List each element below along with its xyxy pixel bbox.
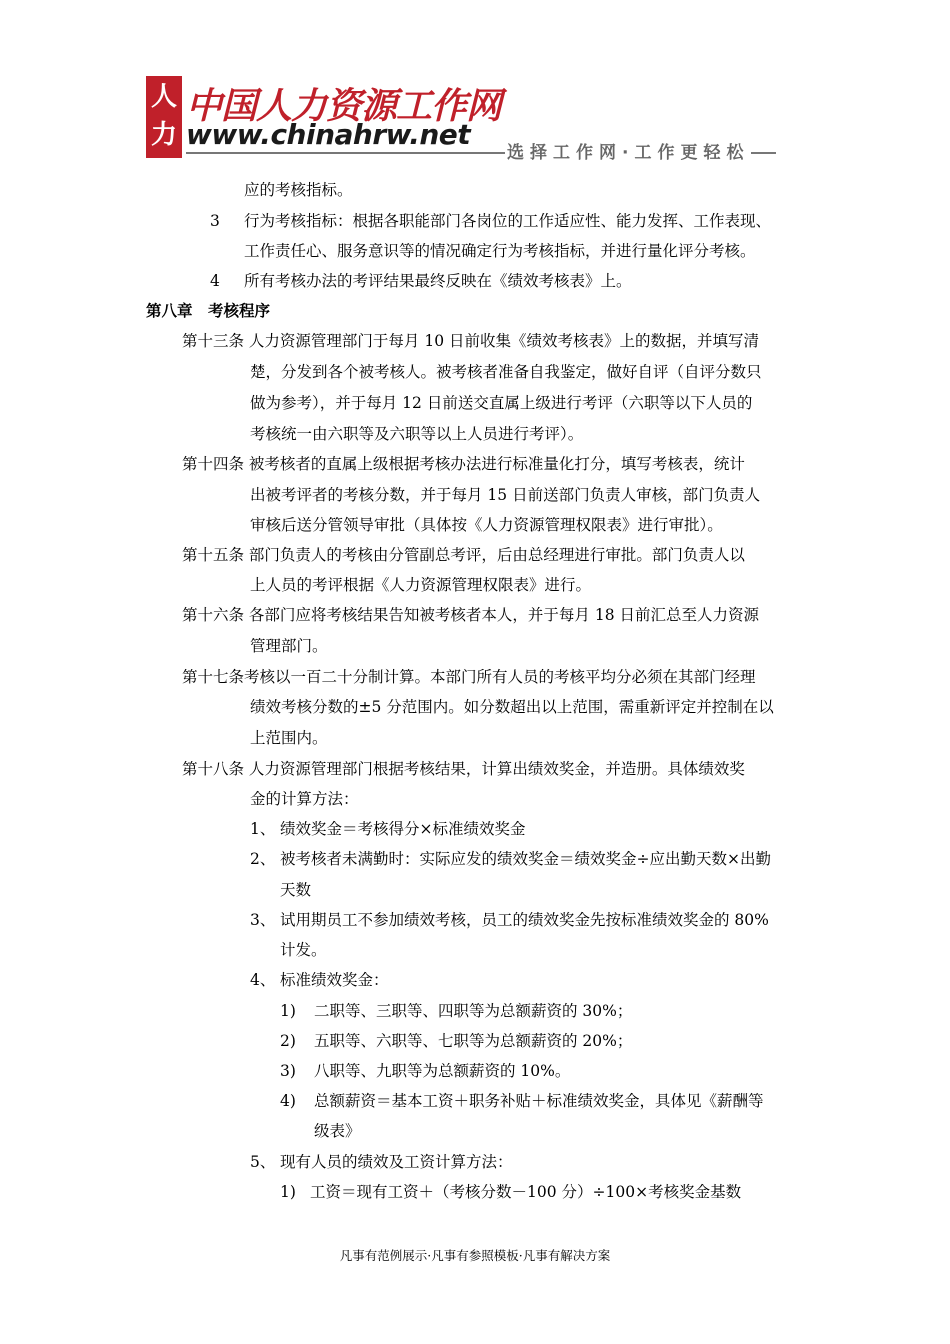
- site-name: 中国人力资源工作网: [186, 86, 502, 127]
- list-number: 2、: [250, 850, 276, 868]
- text-line: 做为参考），并于每月 12 日前送交直属上级进行考评（六职等以下人员的: [250, 394, 753, 412]
- text-line: 管理部门。: [250, 637, 328, 655]
- article-line: 第十三条 人力资源管理部门于每月 10 日前收集《绩效考核表》上的数据，并填写清: [182, 332, 760, 350]
- text-line: 出被考评者的考核分数，并于每月 15 日前送部门负责人审核，部门负责人: [250, 486, 761, 504]
- logo-glyph-bottom: 力: [150, 120, 177, 150]
- text-line: 被考核者未满勤时：实际应发的绩效奖金＝绩效奖金÷应出勤天数×出勤: [280, 850, 771, 868]
- list-number: 3: [210, 212, 220, 230]
- list-number: 3): [280, 1062, 296, 1080]
- text-line: 试用期员工不参加绩效考核，员工的绩效奖金先按标准绩效奖金的 80%: [280, 911, 769, 929]
- logo-glyph-top: 人: [150, 82, 177, 112]
- list-number: 4: [210, 272, 220, 290]
- text-line: 天数: [280, 881, 312, 899]
- article-line: 第十五条 部门负责人的考核由分管副总考评，后由总经理进行审批。部门负责人以: [182, 546, 745, 564]
- list-number: 2): [280, 1032, 296, 1050]
- article-line: 第十四条 被考核者的直属上级根据考核办法进行标准量化打分，填写考核表，统计: [182, 455, 745, 473]
- text-line: 金的计算方法：: [250, 790, 359, 808]
- list-number: 4): [280, 1092, 296, 1110]
- list-number: 5、: [250, 1153, 276, 1171]
- text-line: 所有考核办法的考评结果最终反映在《绩效考核表》上。: [244, 272, 632, 290]
- text-line: 五职等、六职等、七职等为总额薪资的 20%；: [314, 1032, 633, 1050]
- list-number: 4、: [250, 971, 276, 989]
- text-line: 上范围内。: [250, 729, 328, 747]
- text-line: 楚，分发到各个被考核人。被考核者准备自我鉴定，做好自评（自评分数只: [250, 363, 762, 381]
- text-line: 八职等、九职等为总额薪资的 10%。: [314, 1062, 571, 1080]
- site-url: www.chinahrw.net: [186, 118, 471, 151]
- text-line: 审核后送分管领导审批（具体按《人力资源管理权限表》进行审批）。: [250, 516, 723, 534]
- text-line: 应的考核指标。: [244, 181, 353, 199]
- text-line: 标准绩效奖金：: [280, 971, 389, 989]
- list-number: 1): [280, 1183, 296, 1201]
- text-line: 上人员的考评根据《人力资源管理权限表》进行。: [250, 576, 592, 594]
- text-line: 二职等、三职等、四职等为总额薪资的 30%；: [314, 1002, 633, 1020]
- text-line: 行为考核指标：根据各职能部门各岗位的工作适应性、能力发挥、工作表现、: [244, 212, 772, 230]
- list-number: 3、: [250, 911, 276, 929]
- text-line: 级表》: [314, 1122, 361, 1140]
- text-line: 计发。: [280, 941, 327, 959]
- text-line: 工资＝现有工资＋（考核分数－100 分）÷100×考核奖金基数: [310, 1183, 742, 1201]
- list-number: 1): [280, 1002, 296, 1020]
- list-number: 1、: [250, 820, 276, 838]
- page-footer: 凡事有范例展示·凡事有参照模板·凡事有解决方案: [339, 1248, 611, 1263]
- header-slogan: 选择工作网·工作更轻松: [505, 138, 751, 163]
- article-line: 第十八条 人力资源管理部门根据考核结果，计算出绩效奖金，并造册。具体绩效奖: [182, 760, 745, 778]
- text-line: 现有人员的绩效及工资计算方法：: [280, 1153, 513, 1171]
- text-line: 考核统一由六职等及六职等以上人员进行考评）。: [250, 425, 584, 443]
- article-line: 第十七条考核以一百二十分制计算。本部门所有人员的考核平均分必须在其部门经理: [182, 668, 756, 686]
- text-line: 工作责任心、服务意识等的情况确定行为考核指标，并进行量化评分考核。: [244, 242, 756, 260]
- text-line: 总额薪资＝基本工资＋职务补贴＋标准绩效奖金，具体见《薪酬等: [314, 1092, 764, 1110]
- chapter-heading: 第八章 考核程序: [146, 301, 271, 320]
- logo-mark: [146, 76, 182, 158]
- text-line: 绩效考核分数的±5 分范围内。如分数超出以上范围，需重新评定并控制在以: [250, 698, 774, 716]
- text-line: 绩效奖金＝考核得分×标准绩效奖金: [280, 820, 526, 838]
- article-line: 第十六条 各部门应将考核结果告知被考核者本人，并于每月 18 日前汇总至人力资源: [182, 606, 760, 624]
